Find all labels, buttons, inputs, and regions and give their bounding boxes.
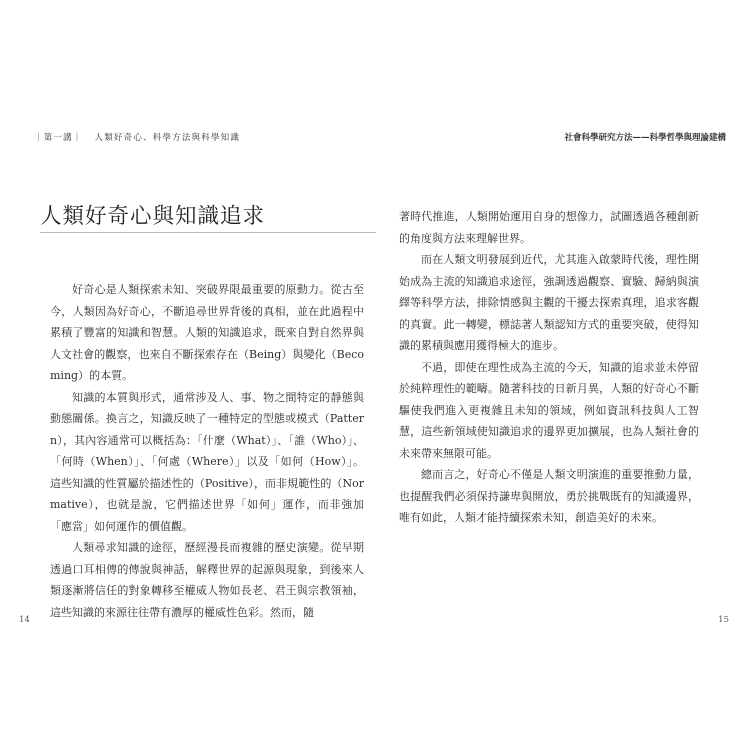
body-text-right [399,206,699,529]
paragraph: 好奇心是人類探索未知、突破界限最重要的原動力。從古至今，人類因為好奇心，不斷追尋世界背後的真相，並在此過程中累積了豐富的知識和智慧。人類的知識追求，既來自對自然界與人文社會的觀察，也來自不斷探索存在（Being）與變化（Becoming）的本質。 [50,283,364,382]
paragraph: 而在人類文明發展到近代，尤其進入啟蒙時代後，理性開始成為主流的知識追求途徑，強調透過觀察、實驗、歸納與演繹等科學方法，排除情感與主觀的干擾去探索真理，追求客觀的真實。此一轉變，標誌著人類認知方式的重要突破，使得知識的累積與應用獲得極大的進步。 [399,253,699,352]
running-head-right: 社會科學研究方法——科學哲學與理論建構 [564,133,726,143]
chapter-label: ｜第一講｜ [34,133,83,143]
paragraph: 不過，即使在理性成為主流的今天，知識的追求並未停留於純粹理性的範疇。隨著科技的日新月異，人類的好奇心不斷驅使我們進入更複雜且未知的領域，例如資訊科技與人工智慧，這些新領域使知識追求的邊界更加擴展，也為人類社會的未來帶來無限可能。 [399,360,699,460]
page-number-left: 14 [19,615,30,625]
running-head-left [34,131,240,143]
paragraph: 人類尋求知識的途徑，歷經漫長而複雜的歷史演變。從早期透過口耳相傳的傳說與神話，解釋世界的起源與現象，到後來人類逐漸將信任的對象轉移至權威人物如長老、君王與宗教領袖，這些知識的來源往往帶有濃厚的權威性色彩。然而，隨 [50,541,364,619]
title-underline [40,232,376,233]
chapter-title: 人類好奇心、科學方法與科學知識 [94,133,241,143]
paragraph: 總而言之，好奇心不僅是人類文明演進的重要推動力量，也提醒我們必須保持謙卑與開放，勇於挑戰既有的知識邊界，唯有如此，人類才能持續探索未知，創造美好的未來。 [399,468,699,524]
paragraph-continued: 著時代推進，人類開始運用自身的想像力，試圖透過各種創新的角度與方法來理解世界。 [399,210,699,245]
right-page [375,0,750,750]
body-text-left [50,279,364,623]
paragraph: 知識的本質與形式，通常涉及人、事、物之間特定的靜態與動態關係。換言之，知識反映了一種特定的型態或模式（Pattern），其內容通常可以概括為：「什麼（What）」、「誰（Who）」、「何時（When）」、「何處（Where）」以及「如何（How）」。這些知識的性質屬於描述性的（Positive），而非規範性的（Normative），也就是說，它們描述世界「如何」運作，而非強加「應當」如何運作的價值觀。 [50,390,364,533]
section-title: 人類好奇心與知識追求 [40,204,266,229]
page-number-right: 15 [718,615,729,625]
